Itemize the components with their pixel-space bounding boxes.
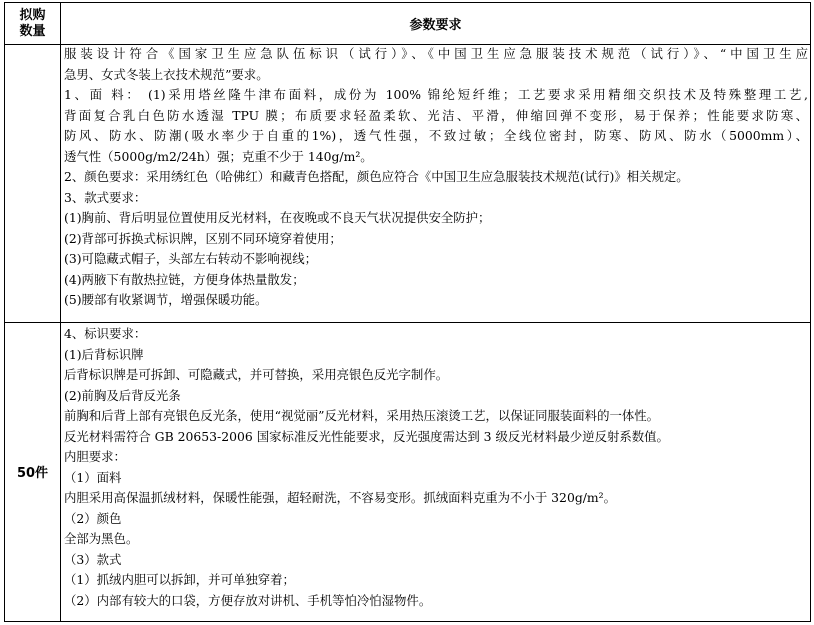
req-line: （1）抓绒内胆可以拆卸，并可单独穿着； — [64, 572, 295, 587]
quantity-cell: 50件 — [16, 466, 49, 481]
req-line: 内胆采用高保温抓绒材料，保暖性能强，超轻耐洗，不容易变形。抓绒面料克重为不小于 320g/m²。 — [64, 490, 617, 505]
req-line: (5)腰部有收紧调节，增强保暖功能。 — [64, 292, 268, 307]
req-line: (1)后背标识牌 — [64, 346, 144, 362]
req-line: 急男、女式冬装上衣技术规范”要求。 — [64, 66, 269, 82]
requirements-block-2 — [64, 324, 808, 611]
req-line: 全部为黑色。 — [64, 531, 139, 546]
spec-table — [4, 2, 811, 622]
header-quantity-line2: 数量 — [19, 23, 46, 39]
req-line: 后背标识牌是可拆卸、可隐藏式，并可替换，采用亮银色反光字制作。 — [64, 367, 449, 382]
req-line: 1、面 料： (1)采用塔丝隆牛津布面料，成份为 100% 锦纶短纤维；工艺要求采用精细交织技术及特殊整理工艺, — [64, 87, 808, 102]
req-line: 2、颜色要求：采用绣红色（哈佛红）和藏青色搭配，颜色应符合《中国卫生应急服装技术规范(试行)》相关规定。 — [64, 169, 689, 184]
req-line: (3)可隐藏式帽子，头部左右转动不影响视线； — [64, 251, 317, 266]
header-requirements: 参数要求 — [409, 18, 462, 33]
req-line: 内胆要求： — [64, 449, 126, 464]
req-line: 背面复合乳白色防水透湿 TPU 膜；布质要求轻盈柔软、光洁、平滑，伸缩回弹不变形，易于保养；性能要求防寒、 — [64, 107, 808, 123]
req-line: 反光材料需符合 GB 20653-2006 国家标准反光性能要求，反光强度需达到 3 级反光材料最少逆反射系数值。 — [64, 428, 669, 444]
req-line: （3）款式 — [64, 551, 122, 567]
req-line: 服装设计符合《国家卫生应急队伍标识（试行）》、《中国卫生应急服装技术规范（试行）》、“中国卫生应 — [64, 46, 808, 61]
req-line: (2)前胸及后背反光条 — [64, 387, 181, 403]
req-line: (2)背部可拆换式标识牌，区别不同环境穿着使用； — [64, 230, 342, 246]
req-line: 前胸和后背上部有亮银色反光条，使用“视觉丽”反光材料，采用热压滚烫工艺，以保证同服装面料的一体性。 — [64, 408, 660, 423]
req-line: 透气性（5000g/m2/24h）强；克重不少于 140g/m²。 — [64, 148, 373, 164]
column-divider — [60, 3, 61, 621]
req-line: 防风、防水、防潮(吸水率少于自重的1%)，透气性强，不致过敏；全线位密封，防寒、防风、防水（5000mm）、 — [64, 128, 808, 143]
row-divider — [5, 322, 810, 323]
req-line: (4)两腋下有散热拉链，方便身体热量散发； — [64, 271, 305, 287]
req-line: （2）内部有较大的口袋，方便存放对讲机、手机等怕冷怕湿物件。 — [64, 592, 432, 608]
header-quantity — [5, 3, 60, 44]
requirements-block-1 — [64, 44, 808, 311]
req-line: （1）面料 — [64, 469, 122, 485]
header-quantity-line1: 拟购 — [19, 7, 46, 23]
req-line: 4、标识要求： — [64, 326, 147, 341]
req-line: (1)胸前、背后明显位置使用反光材料，在夜晚或不良天气状况提供安全防护； — [64, 210, 491, 225]
req-line: 3、款式要求： — [64, 189, 147, 205]
req-line: （2）颜色 — [64, 510, 122, 526]
